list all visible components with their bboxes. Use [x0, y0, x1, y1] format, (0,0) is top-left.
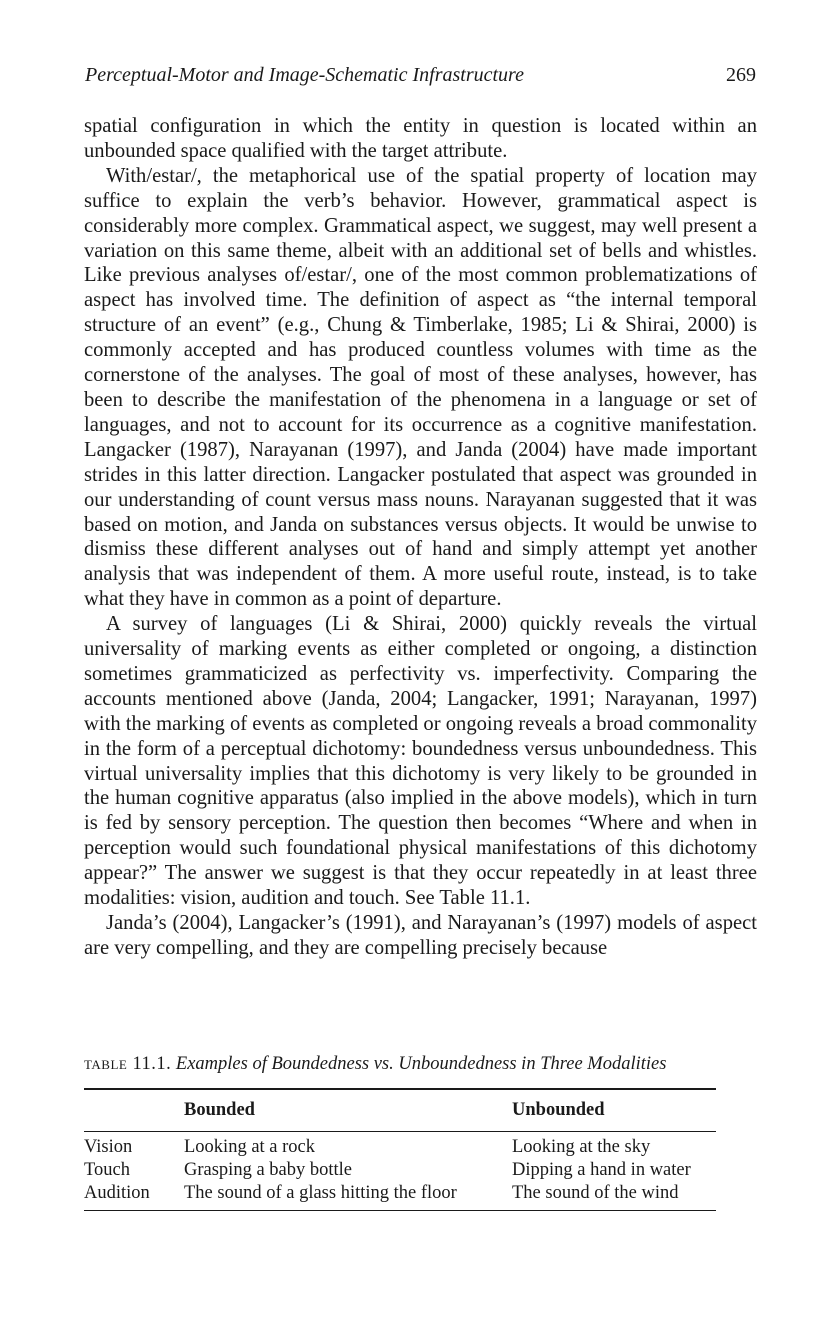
table-cell: Dipping a hand in water	[512, 1160, 691, 1180]
table-cell: Touch	[84, 1160, 130, 1180]
table-cell: Grasping a baby bottle	[184, 1160, 352, 1180]
paragraph: Janda’s (2004), Langacker’s (1991), and Narayanan’s (1997) models of aspect are very compelling, and they are compelling precisely because	[84, 912, 757, 959]
running-header	[85, 64, 756, 92]
column-header: Unbounded	[512, 1100, 605, 1120]
modalities-table	[84, 1088, 716, 1211]
table-row	[84, 1182, 716, 1211]
table-title: Examples of Boundedness vs. Unboundedness in Three Modalities	[175, 1054, 667, 1074]
table-row	[84, 1132, 716, 1160]
table-cell: Audition	[84, 1183, 150, 1203]
paragraph: spatial configuration in which the entity in question is located within an unbounded space qualified with the target attribute.	[84, 115, 757, 162]
table-caption	[84, 1054, 716, 1075]
table-cell: The sound of the wind	[512, 1183, 679, 1203]
table-cell: Vision	[84, 1137, 133, 1157]
table-cell: The sound of a glass hitting the floor	[184, 1183, 457, 1203]
running-title: Perceptual-Motor and Image-Schematic Infrastructure	[85, 64, 524, 86]
table-cell: Looking at the sky	[512, 1137, 651, 1157]
table-label: table 11.1.	[84, 1054, 172, 1074]
body-text	[84, 114, 757, 961]
paragraph: With/estar/, the metaphorical use of the spatial property of location may suffice to explain the verb’s behavior. However, grammatical aspect is considerably more complex. Grammatical aspect, we suggest, may well present a variation on this same theme, albeit with an additional set of bells and whistles. Like previous analyses of/estar/, one of the most common problematizations of aspect has involved time. The definition of aspect as “the internal temporal structure of an event” (e.g., Chung & Timberlake, 1985; Li & Shirai, 2000) is commonly accepted and has produced countless volumes with time as the cornerstone of the analyses. The goal of most of these analyses, however, has been to describe the manifestation of the phenomena in a language or set of languages, and not to account for its occurrence as a cognitive manifestation. Langacker (1987), Narayanan (1997), and Janda (2004) have made important strides in this latter direction. Langacker postulated that aspect was grounded in our understanding of count versus mass nouns. Narayanan suggested that it was based on motion, and Janda on substances versus objects. It would be unwise to dismiss these different analyses out of hand and simply attempt yet another analysis that was independent of them. A more useful route, instead, is to take what they have in common as a point of departure.	[84, 164, 757, 611]
table-row	[84, 1159, 716, 1182]
table-header-row	[84, 1089, 716, 1132]
column-header: Bounded	[184, 1100, 255, 1120]
page-number: 269	[726, 64, 756, 86]
paragraph: A survey of languages (Li & Shirai, 2000) quickly reveals the virtual universality of marking events as either completed or ongoing, a distinction sometimes grammaticized as perfectivity vs. imperfectivity. Comparing the accounts mentioned above (Janda, 2004; Langacker, 1991; Narayanan, 1997) with the marking of events as completed or ongoing reveals a broad commonality in the form of a perceptual dichotomy: boundedness versus unboundedness. This virtual universality implies that this dichotomy is very likely to be grounded in the human cognitive apparatus (also implied in the above models), which in turn is fed by sensory perception. The question then becomes “Where and when in perception would such foundational physical manifestations of this dichotomy appear?” The answer we suggest is that they occur repeatedly in at least three modalities: vision, audition and touch. See Table 11.1.	[84, 613, 757, 910]
table-cell: Looking at a rock	[184, 1137, 315, 1157]
column-header	[84, 1089, 184, 1132]
